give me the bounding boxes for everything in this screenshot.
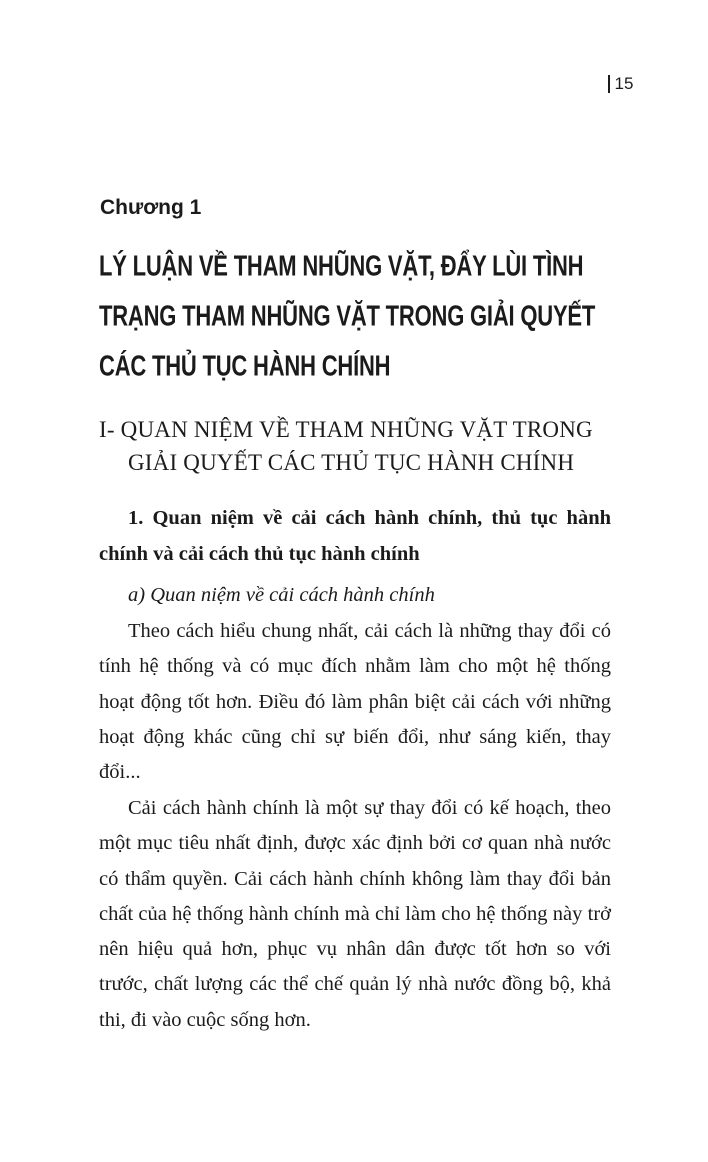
subsection-heading <box>99 500 611 572</box>
section-heading <box>99 413 619 479</box>
paragraph-title: a) Quan niệm về cải cách hành chính <box>128 584 435 606</box>
page-number-value: 15 <box>614 74 634 93</box>
chapter-title-line: LÝ LUẬN VỀ THAM NHŨNG VẶT, ĐẨY LÙI TÌNH <box>99 248 584 282</box>
chapter-title <box>99 241 619 391</box>
body-paragraph: Theo cách hiểu chung nhất, cải cách là những thay đổi có tính hệ thống và có mục đích nhằm làm cho một hệ thống hoạt động tốt hơn. Điều đó làm phân biệt cải cách với những hoạt động khác cũng chỉ sự biến đổi, như sáng kiến, thay đổi... <box>99 620 611 784</box>
body-paragraph: Cải cách hành chính là một sự thay đổi có kế hoạch, theo một mục tiêu nhất định, được xác định bởi cơ quan nhà nước có thẩm quyền. Cải cách hành chính không làm thay đổi bản chất của hệ thống hành chính mà chỉ làm cho hệ thống này trở nên hiệu quả hơn, phục vụ nhân dân được tốt hơn so với trước, chất lượng các thể chế quản lý nhà nước đồng bộ, khả thi, đi vào cuộc sống hơn. <box>99 797 611 1031</box>
section-heading-line: I- QUAN NIỆM VỀ THAM NHŨNG VẶT TRONG <box>99 417 593 442</box>
chapter-title-line: CÁC THỦ TỤC HÀNH CHÍNH <box>99 349 391 383</box>
page-number-divider <box>608 75 610 93</box>
chapter-title-line: TRẠNG THAM NHŨNG VẶT TRONG GIẢI QUYẾT <box>99 299 596 333</box>
page-number <box>608 72 633 96</box>
chapter-label: Chương 1 <box>100 196 202 219</box>
subsection-heading-text: 1. Quan niệm về cải cách hành chính, thủ tục hành chính và cải cách thủ tục hành chính <box>99 507 611 565</box>
section-heading-line: GIẢI QUYẾT CÁC THỦ TỤC HÀNH CHÍNH <box>128 450 575 475</box>
